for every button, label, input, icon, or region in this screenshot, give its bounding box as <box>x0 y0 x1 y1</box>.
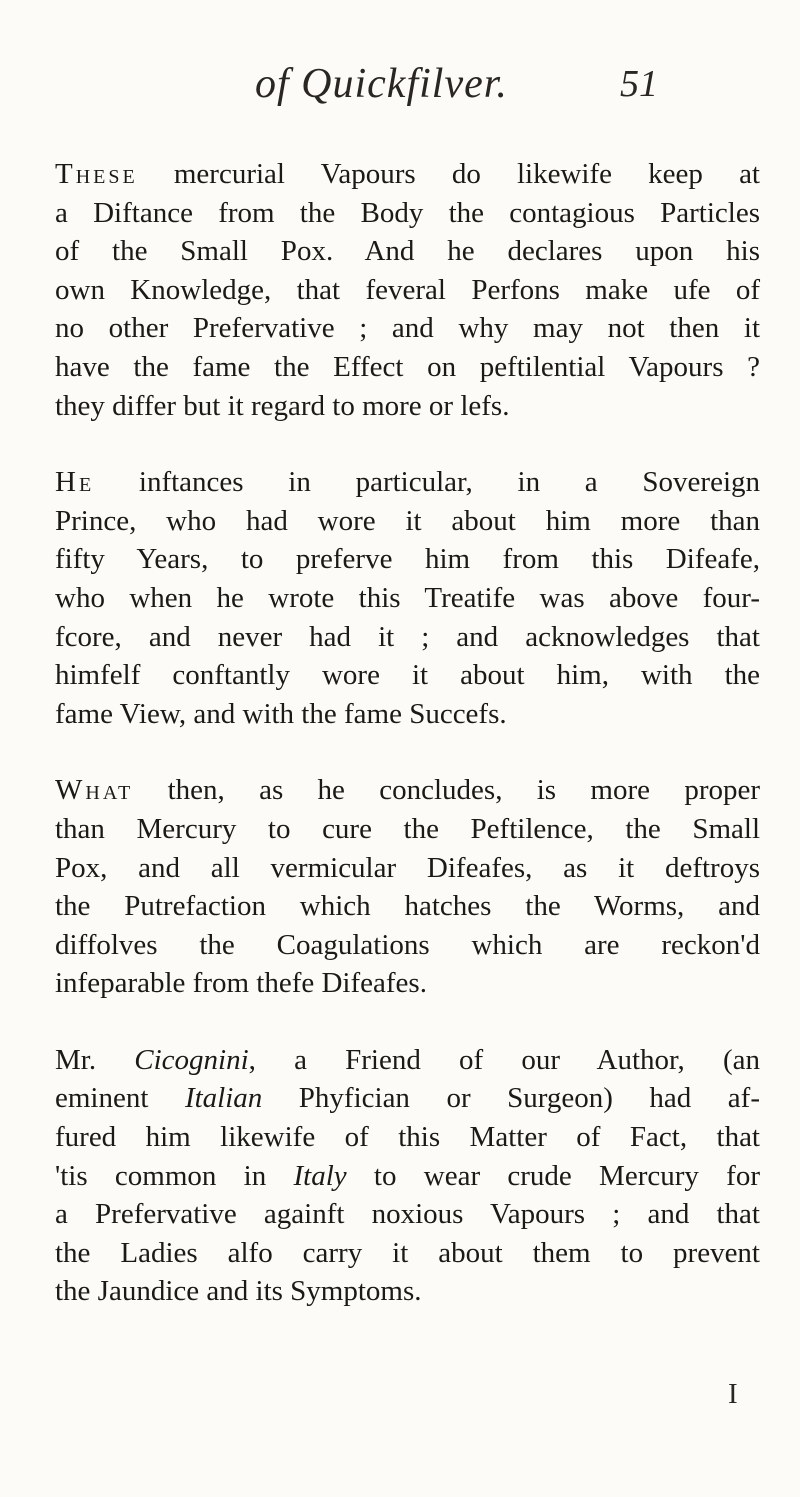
text-run: fifty Years, to preferve him from this Difeafe, <box>55 543 760 576</box>
paragraph <box>55 771 760 1003</box>
text-line <box>55 1157 760 1196</box>
text-line <box>55 1079 760 1118</box>
paragraph <box>55 463 760 733</box>
text-line <box>55 194 760 233</box>
text-line <box>55 1195 760 1234</box>
text-line <box>55 232 760 271</box>
text-run: the Jaundice and its Symptoms. <box>55 1275 422 1308</box>
text-line <box>55 926 760 965</box>
catchword: I <box>728 1378 738 1410</box>
body-text <box>55 155 760 1349</box>
text-line <box>55 579 760 618</box>
text-run: Mr. <box>55 1043 135 1076</box>
text-line <box>55 964 760 1003</box>
text-run: of the Small Pox. And he declares upon his <box>55 235 760 268</box>
text-run: diffolves the Coagulations which are reckon'd <box>55 928 760 961</box>
text-line <box>55 1272 760 1311</box>
text-line <box>55 463 760 502</box>
text-run: mercurial Vapours do likewife keep at <box>137 158 760 190</box>
text-run: infeparable from thefe Difeafes. <box>55 967 427 1000</box>
text-line <box>55 155 760 194</box>
text-run: 'tis common in <box>55 1159 294 1192</box>
text-run: Pox, and all vermicular Difeafes, as it deftroys <box>55 851 760 884</box>
text-line <box>55 887 760 926</box>
text-run: a Prefervative againft noxious Vapours ; and that <box>55 1198 760 1231</box>
text-line <box>55 695 760 734</box>
text-run: they differ but it regard to more or lefs. <box>55 389 510 422</box>
page-number: 51 <box>620 63 658 105</box>
text-run: than Mercury to cure the Peftilence, the Small <box>55 812 760 845</box>
italic-word: Italian <box>184 1082 263 1115</box>
text-run: no other Prefervative ; and why may not then it <box>55 312 760 345</box>
small-caps-word: These <box>55 158 138 190</box>
text-line <box>55 502 760 541</box>
text-run: fcore, and never had it ; and acknowledges that <box>55 620 760 653</box>
text-run: himfelf conftantly wore it about him, with the <box>55 659 760 692</box>
running-title: of Quickfilver. <box>255 61 508 107</box>
small-caps-word: He <box>55 466 95 499</box>
small-caps-word: What <box>55 774 134 807</box>
text-line <box>55 540 760 579</box>
text-run: who when he wrote this Treatife was above four- <box>55 581 760 614</box>
text-run: have the fame the Effect on peftilential Vapours ? <box>55 350 760 383</box>
text-line <box>55 1234 760 1273</box>
text-run: Prince, who had wore it about him more than <box>55 504 760 537</box>
text-line <box>55 771 760 810</box>
text-run: to wear crude Mercury for <box>346 1159 760 1192</box>
text-run: the Putrefaction which hatches the Worms, and <box>55 890 760 923</box>
text-line <box>55 810 760 849</box>
text-line <box>55 1041 760 1080</box>
text-run: then, as he concludes, is more proper <box>133 774 760 807</box>
text-run: the Ladies alfo carry it about them to prevent <box>55 1236 760 1269</box>
text-run: eminent <box>55 1082 185 1115</box>
text-run: inftances in particular, in a Sovereign <box>94 466 760 499</box>
text-line <box>55 618 760 657</box>
text-line <box>55 348 760 387</box>
text-line <box>55 387 760 426</box>
text-run: fame View, and with the fame Succefs. <box>55 697 507 730</box>
paragraph <box>55 1041 760 1311</box>
italic-word: Cicognini <box>134 1043 249 1076</box>
text-line <box>55 849 760 888</box>
text-line <box>55 656 760 695</box>
paragraph <box>55 155 760 425</box>
text-run: a Diftance from the Body the contagious Particles <box>55 196 760 229</box>
italic-word: Italy <box>293 1159 347 1192</box>
text-run: Phyfician or Surgeon) had af- <box>262 1082 760 1115</box>
text-line <box>55 309 760 348</box>
text-run: , a Friend of our Author, (an <box>248 1043 760 1076</box>
text-line <box>55 1118 760 1157</box>
text-line <box>55 271 760 310</box>
text-run: fured him likewife of this Matter of Fact, that <box>55 1121 760 1154</box>
text-run: own Knowledge, that feveral Perfons make ufe of <box>55 273 760 306</box>
